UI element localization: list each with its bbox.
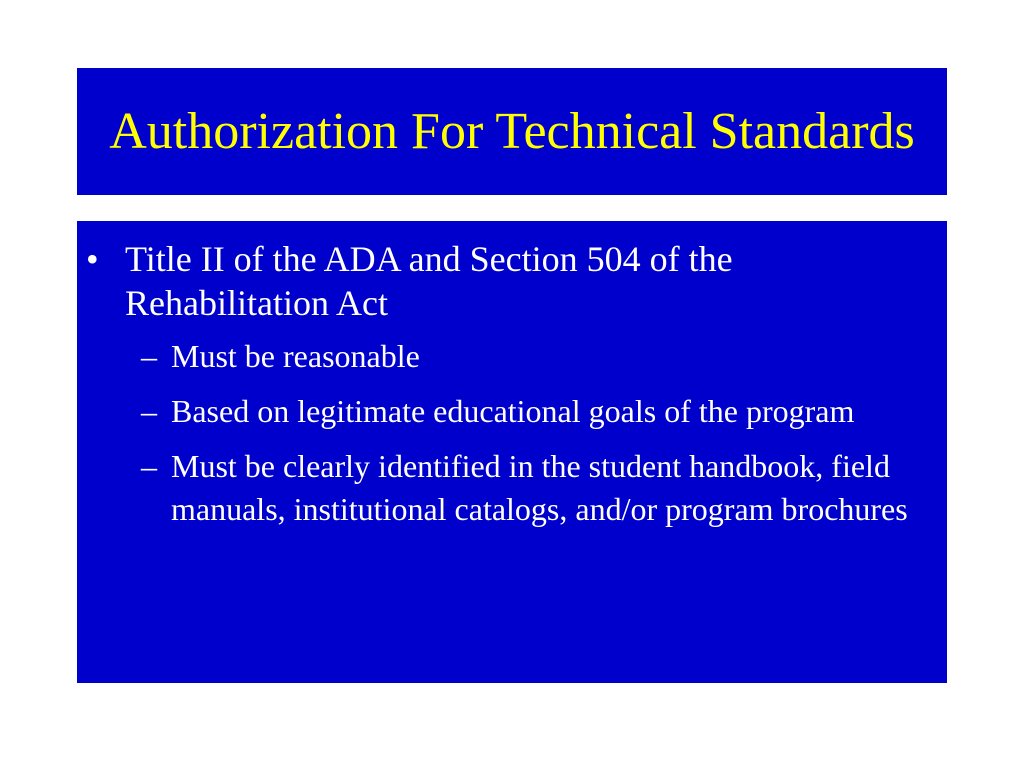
sub-bullet-text: Must be clearly identified in the student handbook, field manuals, institutional catalogs, and/or program brochures bbox=[171, 448, 908, 527]
sub-bullet-marker: – bbox=[141, 338, 157, 374]
sub-bullet-text: Based on legitimate educational goals of the program bbox=[171, 393, 855, 429]
sub-bullet-marker: – bbox=[141, 393, 157, 429]
sub-bullet-item bbox=[77, 335, 925, 378]
bullet-text: Title II of the ADA and Section 504 of the Rehabilitation Act bbox=[125, 239, 733, 323]
sub-bullet-text: Must be reasonable bbox=[171, 338, 420, 374]
bullet-item bbox=[77, 237, 925, 325]
slide-title: Authorization For Technical Standards bbox=[109, 102, 915, 160]
bullet-marker: • bbox=[86, 239, 99, 279]
slide-title-box bbox=[77, 68, 947, 195]
sub-bullet-item bbox=[77, 445, 925, 531]
sub-bullet-marker: – bbox=[141, 448, 157, 484]
slide-content-box bbox=[77, 221, 947, 683]
sub-bullet-item bbox=[77, 390, 925, 433]
